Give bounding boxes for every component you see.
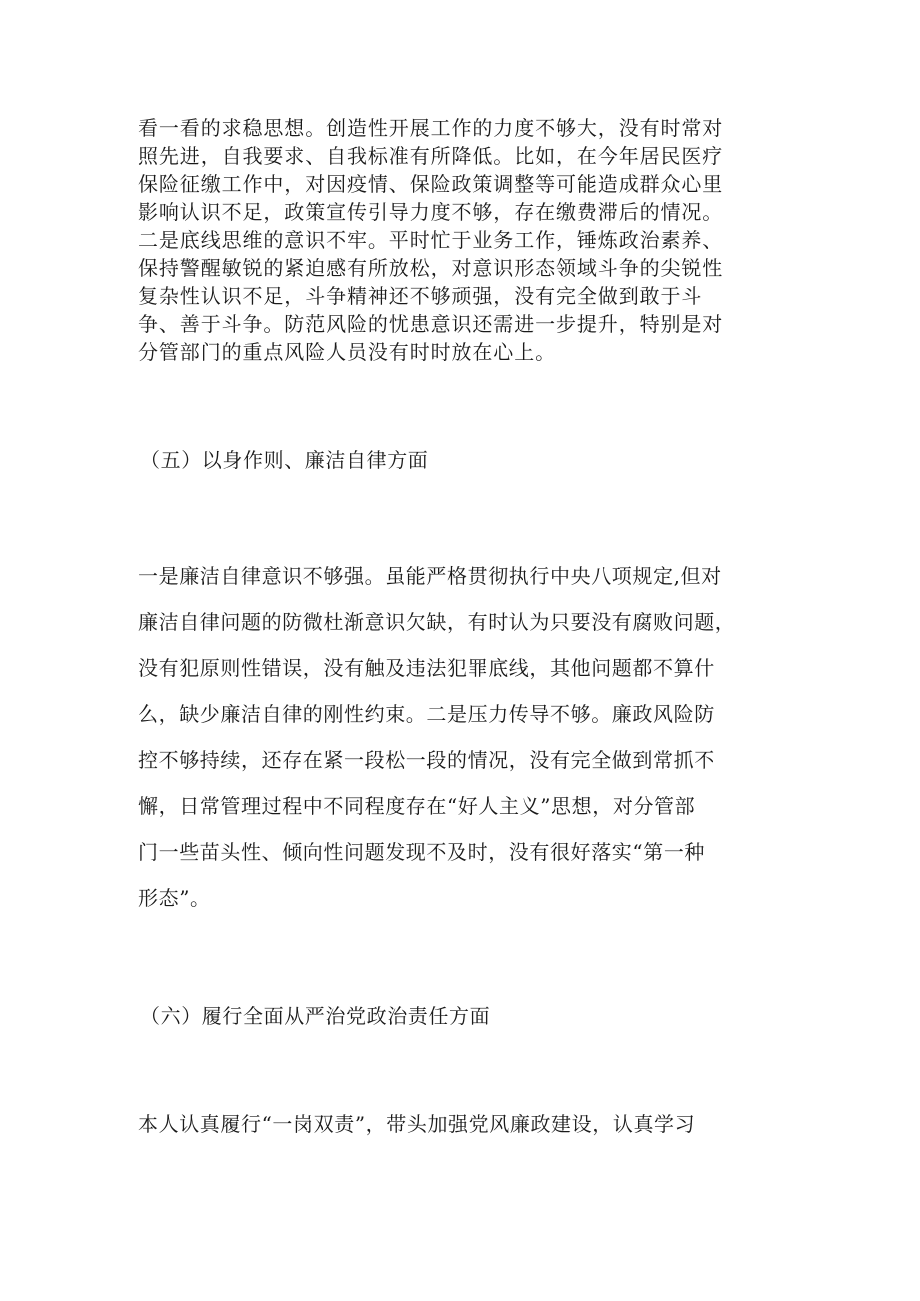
text-line: 保险征缴工作中，对因疫情、保险政策调整等可能造成群众心里 xyxy=(138,172,724,196)
text-line: 形态”。 xyxy=(138,886,211,910)
text-line: 控不够持续，还存在紧一段松一段的情况，没有完全做到常抓不 xyxy=(138,748,715,772)
text-line: 照先进，自我要求、自我标准有所降低。比如，在今年居民医疗 xyxy=(138,144,724,168)
text-line: 么，缺少廉洁自律的刚性约束。二是压力传导不够。廉政风险防 xyxy=(138,702,715,726)
section-heading-5: （五）以身作则、廉洁自律方面 xyxy=(140,448,429,472)
text-line: 廉洁自律问题的防微杜渐意识欠缺，有时认为只要没有腐败问题， xyxy=(138,610,736,634)
text-line: 保持警醒敏锐的紧迫感有所放松，对意识形态领域斗争的尖锐性 xyxy=(138,256,724,280)
text-line: 分管部门的重点风险人员没有时时放在心上。 xyxy=(138,340,556,364)
text-line: 争、善于斗争。防范风险的忧患意识还需进一步提升，特别是对 xyxy=(138,312,724,336)
text-line: 本人认真履行“一岗双责”，带头加强党风廉政建设，认真学习 xyxy=(138,1112,696,1136)
text-line: 一是廉洁自律意识不够强。虽能严格贯彻执行中央八项规定,但对 xyxy=(138,564,722,588)
text-line: 看一看的求稳思想。创造性开展工作的力度不够大，没有时常对 xyxy=(138,116,724,140)
text-line: 影响认识不足，政策宣传引导力度不够，存在缴费滞后的情况。 xyxy=(138,200,724,224)
text-line: 门一些苗头性、倾向性问题发现不及时，没有很好落实“第一种 xyxy=(138,840,706,864)
text-line: 懈，日常管理过程中不同程度存在“好人主义”思想，对分管部 xyxy=(138,794,696,818)
text-line: 没有犯原则性错误，没有触及违法犯罪底线，其他问题都不算什 xyxy=(138,656,715,680)
text-line: 复杂性认识不足，斗争精神还不够顽强，没有完全做到敢于斗 xyxy=(138,284,703,308)
text-line: 二是底线思维的意识不牢。平时忙于业务工作，锤炼政治素养、 xyxy=(138,228,724,252)
section-heading-6: （六）履行全面从严治党政治责任方面 xyxy=(140,1004,491,1028)
